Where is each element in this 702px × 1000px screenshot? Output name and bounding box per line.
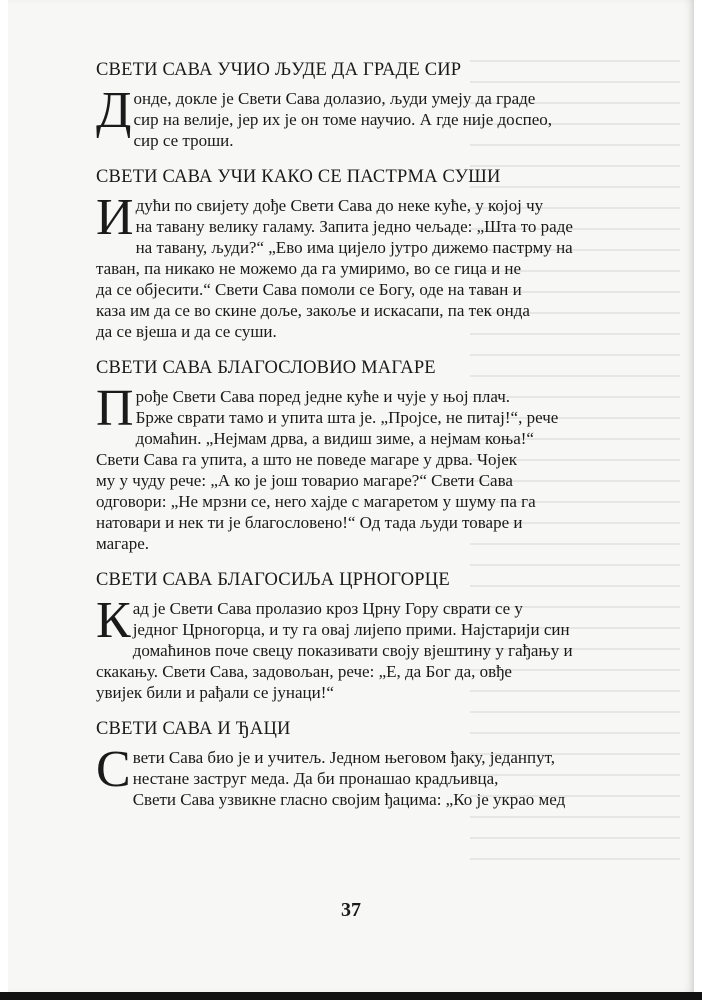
text-line: Свети Сава га упита, а што не поведе магаре у дрва. Чојек bbox=[96, 450, 518, 469]
text-line: магаре. bbox=[96, 534, 150, 553]
text-line: му у чуду рече: „А ко је још товарио магаре?“ Свети Сава bbox=[96, 471, 513, 490]
text-line: увијек били и рађали се јунаци!“ bbox=[96, 683, 334, 702]
scan-bottom-edge bbox=[0, 992, 702, 1000]
text-line: нестане заструг меда. Да би пронашао крадљивца, bbox=[132, 769, 499, 788]
text-line: вети Сава био је и учитељ. Једном његовом ђаку, једанпут, bbox=[132, 748, 556, 767]
page-content bbox=[96, 58, 616, 824]
section-heading: СВЕТИ САВА БЛАГОСИЉА ЦРНОГОРЦЕ bbox=[96, 570, 450, 590]
text-line: онде, докле је Свети Сава долазио, људи умеју да граде bbox=[133, 89, 536, 108]
section-heading: СВЕТИ САВА БЛАГОСЛОВИО МАГАРЕ bbox=[96, 358, 436, 378]
drop-cap: П bbox=[96, 380, 134, 437]
text-line: рође Свети Сава поред једне куће и чује у њој плач. bbox=[135, 387, 511, 406]
drop-cap: С bbox=[96, 741, 131, 798]
section-paragraph bbox=[96, 380, 616, 554]
text-line: каза им да се во скине доље, закоље и искасапи, па тек онда bbox=[96, 301, 530, 320]
section-heading: СВЕТИ САВА УЧИ КАКО СЕ ПАСТРМА СУШИ bbox=[96, 167, 501, 187]
story-section bbox=[96, 717, 616, 810]
story-section bbox=[96, 165, 616, 342]
text-line: Свети Сава узвикне гласно својим ђацима: „Ко је украо мед bbox=[132, 790, 566, 809]
text-line: на тавану, људи?“ „Ево има цијело јутро дижемо пастрму на bbox=[135, 238, 573, 257]
drop-cap: И bbox=[96, 189, 134, 246]
text-line: сир на велије, јер их је он томе научио. А где није доспео, bbox=[133, 110, 553, 129]
scan-left-margin bbox=[0, 0, 8, 1000]
text-line: домаћинов поче свецу показивати своју вјештину у гађању и bbox=[132, 641, 573, 660]
page-number: 37 bbox=[341, 899, 361, 921]
story-section bbox=[96, 568, 616, 703]
text-line: да се објесити.“ Свети Сава помоли се Богу, оде на таван и bbox=[96, 280, 522, 299]
text-line: дући по свијету дође Свети Сава до неке куће, у којој чу bbox=[135, 196, 544, 215]
text-line: натовари и нек ти је благословено!“ Од тада људи товаре и bbox=[96, 513, 523, 532]
section-heading: СВЕТИ САВА И ЂАЦИ bbox=[96, 719, 291, 739]
text-line: ад је Свети Сава пролазио кроз Црну Гору сврати се у bbox=[132, 599, 523, 618]
text-line: једног Црногорца, и ту га овај лијепо прими. Најстарији син bbox=[132, 620, 570, 639]
text-line: на тавану велику галаму. Запита једно чељаде: „Шта то раде bbox=[135, 217, 573, 236]
text-line: одговори: „Не мрзни се, него хајде с магаретом у шуму па га bbox=[96, 492, 536, 511]
text-line: да се вјеша и да се суши. bbox=[96, 322, 277, 341]
story-section bbox=[96, 356, 616, 554]
section-paragraph bbox=[96, 592, 616, 703]
text-line: таван, па никако не можемо да га умиримо, во се гица и не bbox=[96, 259, 522, 278]
section-paragraph bbox=[96, 741, 616, 810]
story-section bbox=[96, 58, 616, 151]
drop-cap: Д bbox=[96, 82, 132, 139]
section-paragraph bbox=[96, 189, 616, 342]
text-line: скакању. Свети Сава, задовољан, рече: „Е, да Бог да, овђе bbox=[96, 662, 512, 681]
text-line: Брже сврати тамо и упита шта је. „Пројсе, не питај!“, рече bbox=[135, 408, 559, 427]
text-line: сир се троши. bbox=[133, 131, 234, 150]
section-heading: СВЕТИ САВА УЧИО ЉУДЕ ДА ГРАДЕ СИР bbox=[96, 60, 462, 80]
text-line: домаћин. „Нејмам дрва, а видиш зиме, а нејмам коња!“ bbox=[135, 429, 534, 448]
drop-cap: К bbox=[96, 592, 131, 649]
section-paragraph bbox=[96, 82, 616, 151]
